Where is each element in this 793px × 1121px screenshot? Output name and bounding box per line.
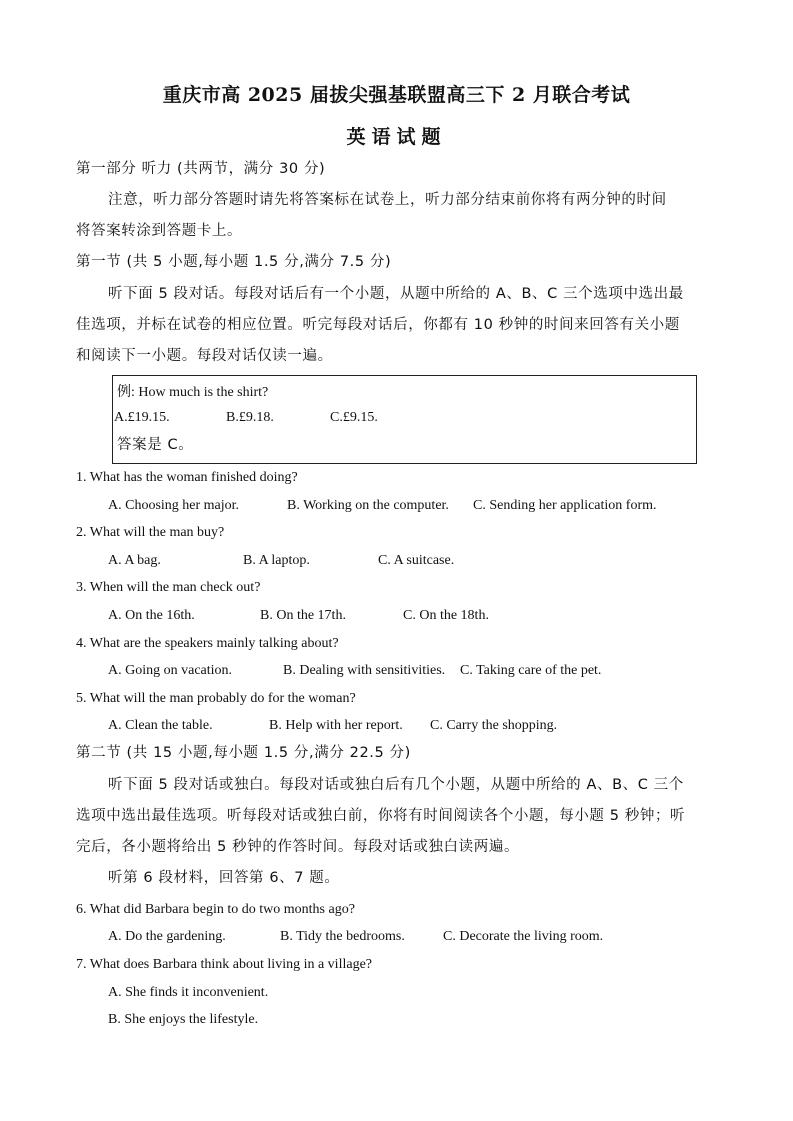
question-4-stem: 4. What are the speakers mainly talking about? — [76, 636, 339, 651]
question-1-option-a: A. Choosing her major. — [108, 498, 240, 513]
section2-instruction-line1: 听下面 5 段对话或独白。每段对话或独白后有几个小题，从题中所给的 A、B、C 三个 — [108, 777, 684, 793]
question-4-option-a: A. Going on vacation. — [108, 663, 233, 678]
example-question: 例: How much is the shirt? — [117, 385, 269, 400]
question-7-option-a: A. She finds it inconvenient. — [108, 985, 269, 1000]
section2-heading: 第二节 (共 15 小题,每小题 1.5 分,满分 22.5 分) — [76, 745, 411, 761]
question-2-stem: 2. What will the man buy? — [76, 525, 225, 540]
question-5-option-c: C. Carry the shopping. — [430, 718, 558, 733]
question-5-stem: 5. What will the man probably do for the woman? — [76, 691, 356, 706]
section1-heading: 第一节 (共 5 小题,每小题 1.5 分,满分 7.5 分) — [76, 254, 392, 270]
example-answer: 答案是 C。 — [117, 437, 194, 453]
part1-heading: 第一部分 听力 (共两节，满分 30 分) — [76, 161, 326, 177]
exam-subtitle: 英语试题 — [346, 126, 447, 148]
part1-note-line1: 注意，听力部分答题时请先将答案标在试卷上，听力部分结束前你将有两分钟的时间 — [108, 192, 667, 208]
question-6-option-c: C. Decorate the living room. — [443, 929, 604, 944]
question-3-option-c: C. On the 18th. — [403, 608, 489, 623]
question-1-option-c: C. Sending her application form. — [473, 498, 657, 513]
question-6-option-b: B. Tidy the bedrooms. — [280, 929, 405, 944]
question-2-option-b: B. A laptop. — [243, 553, 310, 568]
question-5-option-b: B. Help with her report. — [269, 718, 403, 733]
exam-title: 重庆市高 2025 届拔尖强基联盟高三下 2 月联合考试 — [162, 84, 631, 106]
question-2-option-a: A. A bag. — [108, 553, 161, 568]
question-1-option-b: B. Working on the computer. — [287, 498, 449, 513]
question-4-option-c: C. Taking care of the pet. — [460, 663, 602, 678]
question-6-option-a: A. Do the gardening. — [108, 929, 226, 944]
question-3-option-a: A. On the 16th. — [108, 608, 195, 623]
section2-instruction-line3: 完后，各小题将给出 5 秒钟的作答时间。每段对话或独白读两遍。 — [76, 839, 520, 855]
part1-note-line2: 将答案转涂到答题卡上。 — [76, 223, 243, 239]
question-6-stem: 6. What did Barbara begin to do two months ago? — [76, 902, 355, 917]
section1-instruction-line3: 和阅读下一小题。每段对话仅读一遍。 — [76, 348, 333, 364]
section1-instruction-line1: 听下面 5 段对话。每段对话后有一个小题，从题中所给的 A、B、C 三个选项中选出最 — [108, 286, 684, 302]
question-3-stem: 3. When will the man check out? — [76, 580, 261, 595]
section2-material-note: 听第 6 段材料，回答第 6、7 题。 — [108, 870, 340, 886]
example-option-c: C.£9.15. — [330, 410, 378, 425]
example-option-a: A.£19.15. — [114, 410, 170, 425]
example-option-b: B.£9.18. — [226, 410, 274, 425]
question-2-option-c: C. A suitcase. — [378, 553, 455, 568]
section1-instruction-line2: 佳选项，并标在试卷的相应位置。听完每段对话后，你都有 10 秒钟的时间来回答有关小题 — [76, 317, 680, 333]
section2-instruction-line2: 选项中选出最佳选项。听每段对话或独白前，你将有时间阅读各个小题，每小题 5 秒钟；听 — [76, 808, 686, 824]
question-5-option-a: A. Clean the table. — [108, 718, 213, 733]
question-7-stem: 7. What does Barbara think about living in a village? — [76, 957, 372, 972]
question-4-option-b: B. Dealing with sensitivities. — [283, 663, 446, 678]
question-1-stem: 1. What has the woman finished doing? — [76, 470, 298, 485]
question-7-option-b: B. She enjoys the lifestyle. — [108, 1012, 259, 1027]
question-3-option-b: B. On the 17th. — [260, 608, 346, 623]
